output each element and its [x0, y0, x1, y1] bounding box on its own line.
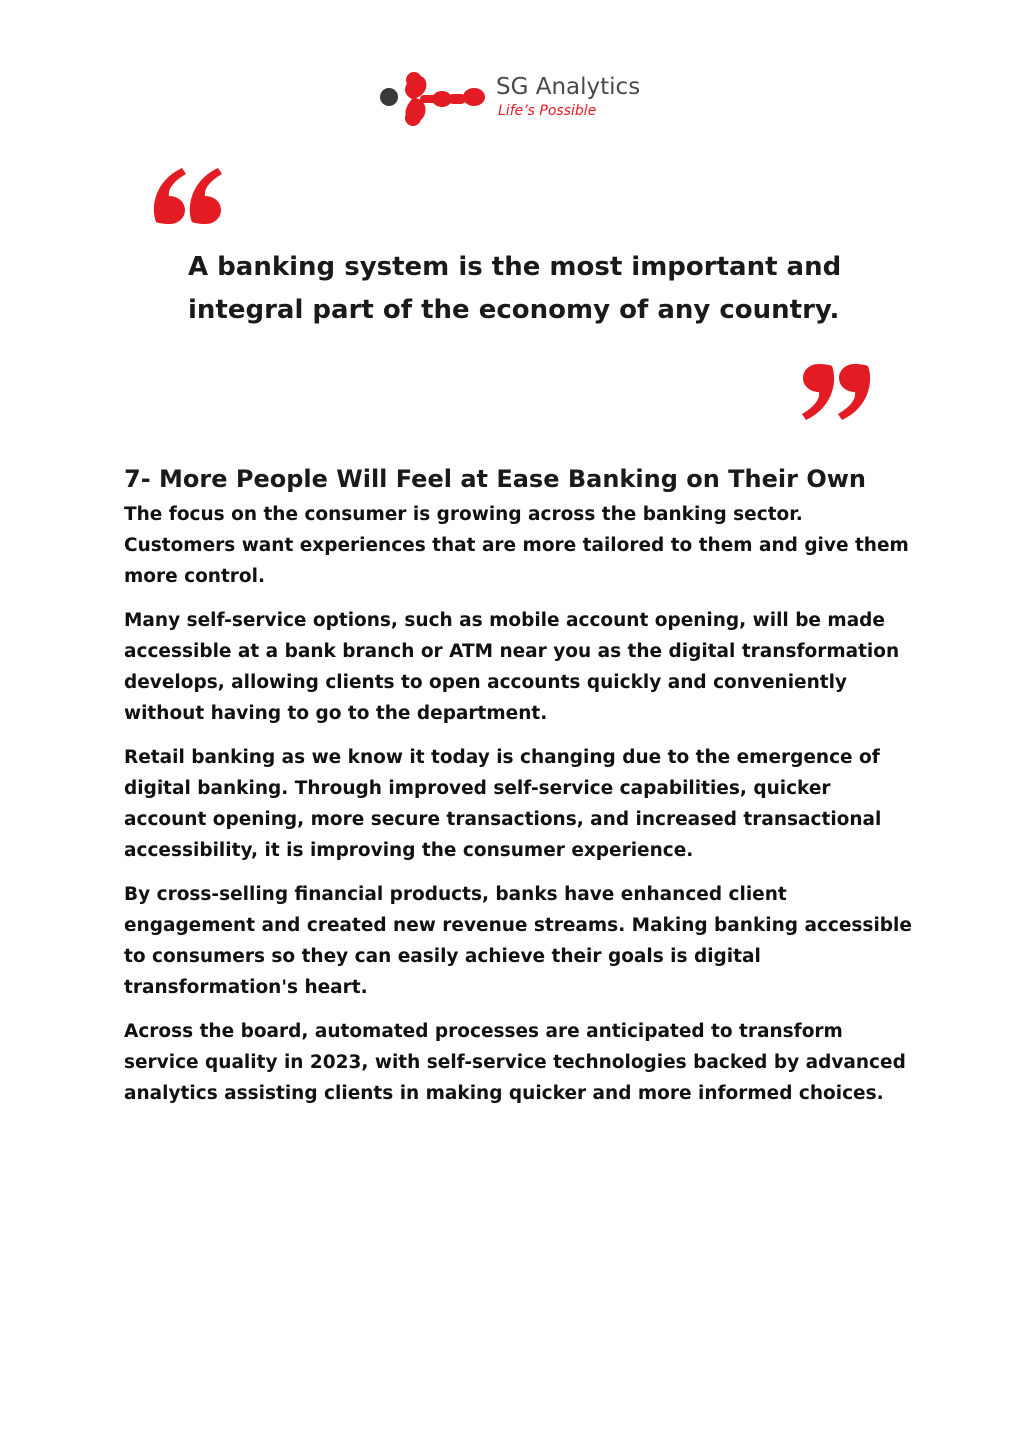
paragraph-3: Retail banking as we know it today is changing due to the emergence of digital banking. Through improved self-service capabilities, quicker account opening, more secure transactions, and increased transactional accessibility, it is improving the consumer experience.	[124, 747, 882, 861]
article-section	[124, 461, 914, 1122]
pull-quote-text: A banking system is the most important and integral part of the economy of any country.	[188, 252, 842, 325]
paragraph-4: By cross-selling financial products, banks have enhanced client engagement and created new revenue streams. Making banking accessible to consumers so they can easily achieve their goals is digital transformation's heart.	[124, 884, 912, 998]
company-logo	[378, 66, 658, 132]
open-quote-icon	[152, 166, 226, 226]
section-heading: 7- More People Will Feel at Ease Banking on Their Own	[124, 465, 866, 493]
sg-analytics-logo-icon	[378, 66, 490, 132]
paragraph-2: Many self-service options, such as mobile account opening, will be made accessible at a bank branch or ATM near you as the digital transformation develops, allowing clients to open accounts quickly and conveniently without having to go to the department.	[124, 610, 900, 724]
paragraph-1: The focus on the consumer is growing across the banking sector. Customers want experiences that are more tailored to them and give them more control.	[124, 504, 909, 587]
logo-name: SG Analytics	[496, 74, 641, 100]
logo-tagline: Life’s Possible	[498, 103, 597, 119]
close-quote-icon	[798, 362, 872, 422]
paragraph-5: Across the board, automated processes are anticipated to transform service quality in 2023, with self-service technologies backed by advanced analytics assisting clients in making quicker and more informed choices.	[124, 1021, 906, 1104]
